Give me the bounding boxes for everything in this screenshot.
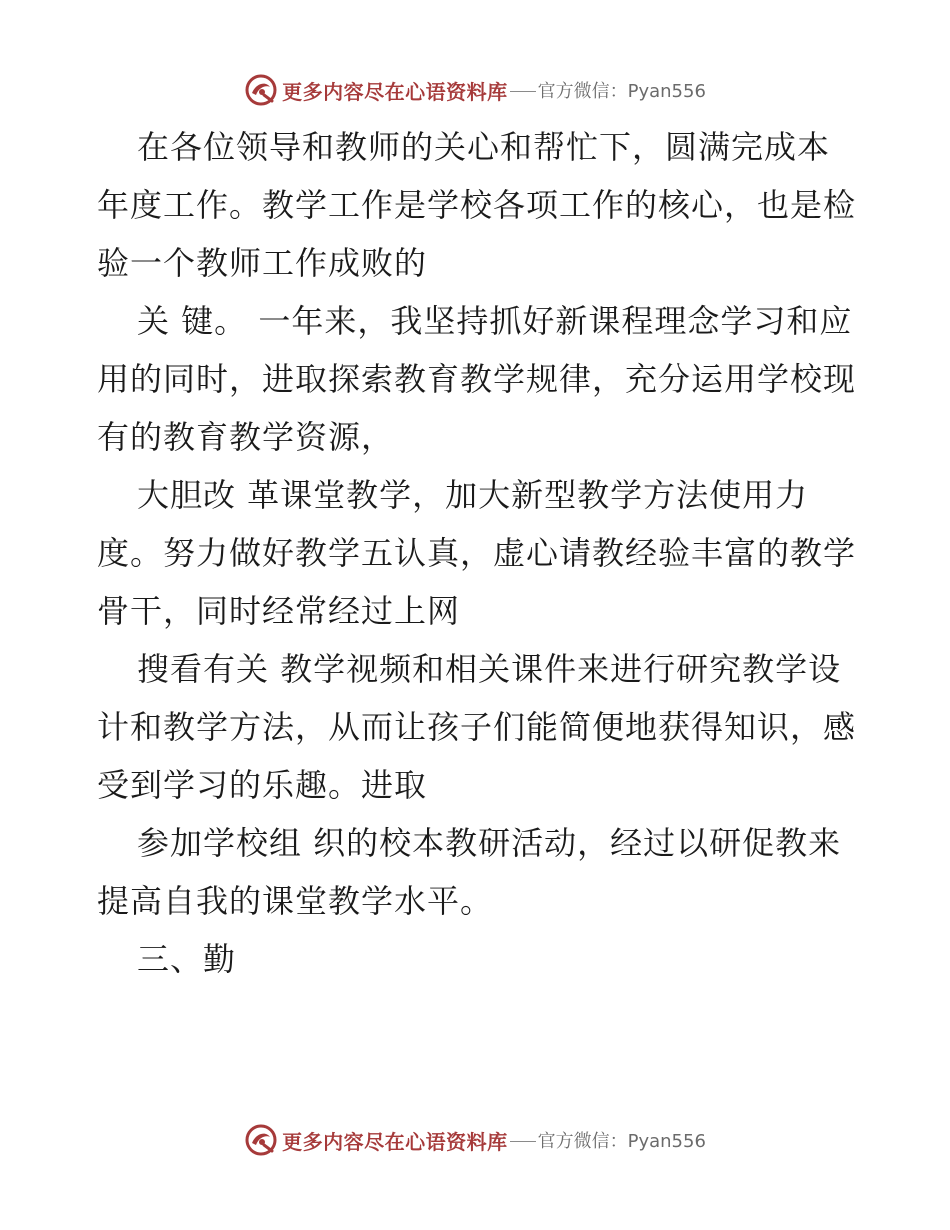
brand-text: 更多内容尽在心语资料库 <box>282 79 508 104</box>
paragraph: 三、勤 <box>137 940 237 978</box>
paragraph: 参加学校组 织的校本教研活动，经过以研促教来提高自我的课堂教学水平。 <box>97 824 842 920</box>
red-swirl-logo-icon <box>244 1123 278 1157</box>
brand-text: 更多内容尽在心语资料库 <box>282 1129 508 1154</box>
banner-dash <box>510 1141 536 1142</box>
wechat-text: 官方微信：Pyan556 <box>537 81 706 102</box>
paragraph: 关 键。 一年来，我坚持抓好新课程理念学习和应用的同时，进取探索教育教学规律，充分运用学校现有的教育教学资源， <box>97 302 857 456</box>
header-banner <box>0 70 950 110</box>
paragraph: 大胆改 革课堂教学，加大新型教学方法使用力度。努力做好教学五认真，虚心请教经验丰富的教学骨干，同时经常经过上网 <box>97 476 857 630</box>
document-body <box>97 118 857 988</box>
footer-banner <box>0 1120 950 1160</box>
paragraph: 在各位领导和教师的关心和帮忙下，圆满完成本年度工作。教学工作是学校各项工作的核心，也是检验一个教师工作成败的 <box>97 128 857 282</box>
banner-dash <box>510 91 536 92</box>
red-swirl-logo-icon <box>244 73 278 107</box>
paragraph: 搜看有关 教学视频和相关课件来进行研究教学设计和教学方法，从而让孩子们能简便地获得知识，感受到学习的乐趣。进取 <box>97 650 857 804</box>
wechat-text: 官方微信：Pyan556 <box>537 1131 706 1152</box>
